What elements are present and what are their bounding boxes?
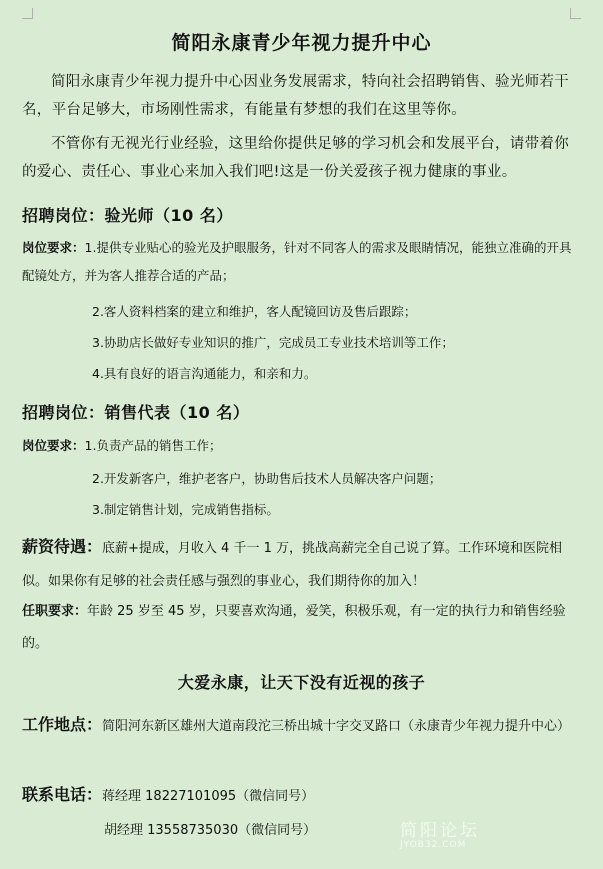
requirements-text: 年龄 25 岁至 45 岁，只要喜欢沟通，爱笑，积极乐观，有一定的执行力和销售经验的。 bbox=[22, 604, 566, 651]
requirements-label: 任职要求： bbox=[22, 604, 88, 619]
job1-requirement-2: 2.客人资料档案的建立和维护，客人配镜回访及售后跟踪； bbox=[92, 304, 417, 319]
watermark-line-1: 简阳论坛 bbox=[400, 821, 480, 841]
contact-label: 联系电话： bbox=[22, 785, 103, 804]
job1-requirement-1 bbox=[22, 234, 582, 290]
salary-text: 底薪+提成，月收入 4 千一 1 万，挑战高薪完全自己说了算。工作环境和医院相似。如果你有足够的社会责任感与强烈的事业心，我们期待你的加入！ bbox=[22, 541, 562, 589]
address-text: 简阳河东新区雄州大道南段沱三桥出城十字交叉路口（永康青少年视力提升中心） bbox=[102, 719, 571, 734]
page-corner-mark bbox=[570, 8, 581, 19]
intro-paragraph-2: 不管你有无视光行业经验，这里给你提供足够的学习机会和发展平台，请带着你的爱心、责任心、事业心来加入我们吧!这是一份关爱孩子视力健康的事业。 bbox=[22, 136, 569, 180]
job2-requirement-1 bbox=[22, 432, 582, 460]
job2-req-text: 1.负责产品的销售工作； bbox=[84, 438, 222, 453]
requirements-section bbox=[22, 596, 587, 660]
intro-paragraph-1: 简阳永康青少年视力提升中心因业务发展需求，特向社会招聘销售、验光师若干名，平台足够大，市场刚性需求，有能量有梦想的我们在这里等你。 bbox=[22, 74, 569, 118]
slogan: 大爱永康，让天下没有近视的孩子 bbox=[177, 673, 426, 692]
address-section bbox=[22, 708, 587, 743]
job2-requirement-2: 2.开发新客户，维护老客户，协助售后技术人员解决客户问题； bbox=[92, 471, 442, 486]
forum-watermark bbox=[400, 822, 480, 851]
job2-requirement-3: 3.制定销售计划，完成销售指标。 bbox=[92, 502, 279, 517]
job1-heading: 招聘岗位：验光师（10 名） bbox=[22, 206, 233, 225]
job1-req-label: 岗位要求： bbox=[22, 240, 85, 255]
document-title: 简阳永康青少年视力提升中心 bbox=[171, 32, 432, 54]
job1-req-text: 1.提供专业贴心的验光及护眼服务，针对不同客人的需求及眼睛情况，能独立准确的开具配镜处方，并为客人推荐合适的产品； bbox=[22, 240, 572, 283]
contact-line-2: 胡经理 13558735030（微信同号） bbox=[104, 823, 317, 838]
job2-req-label: 岗位要求： bbox=[22, 438, 85, 453]
job2-heading: 招聘岗位：销售代表（10 名） bbox=[22, 403, 250, 422]
salary-label: 薪资待遇： bbox=[22, 537, 103, 556]
job1-requirement-4: 4.具有良好的语言沟通能力，和亲和力。 bbox=[92, 366, 317, 381]
salary-section bbox=[22, 530, 587, 598]
contact-section bbox=[22, 784, 314, 808]
page-corner-mark bbox=[22, 8, 33, 19]
contact-line-1: 蒋经理 18227101095（微信同号） bbox=[102, 789, 315, 804]
job1-requirement-3: 3.协助店长做好专业知识的推广，完成员工专业技术培训等工作； bbox=[92, 335, 454, 350]
address-label: 工作地点： bbox=[22, 715, 103, 734]
watermark-line-2: JYOB32.COM bbox=[400, 839, 467, 850]
